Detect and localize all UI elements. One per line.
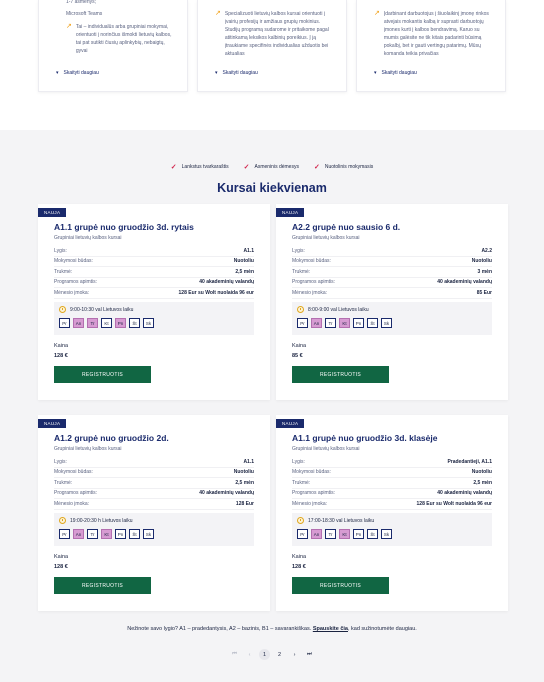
info-row-duration: Trukmė: 2,5 mėn [54, 267, 254, 278]
feature-list [0, 163, 544, 171]
course-subtitle: Grupiniai lietuvių kalbos kursai [54, 446, 122, 452]
info-row-mode: Mokymosi būdas: Nuotoliu [292, 468, 492, 479]
course-info [292, 457, 492, 510]
info-row-mode: Mokymosi būdas: Nuotoliu [54, 468, 254, 479]
monthly-value: 85 Eur [476, 289, 492, 296]
schedule-box [54, 302, 254, 335]
service-card-description: Tai – individualūs arba grupiniai mokymai, orientuoti į norinčius išmokti lietuvių kalbos, tai pat sutikti čiusių aplinkybių, nebaigtų, gyvai [75, 24, 172, 54]
weekday-list [59, 318, 249, 328]
service-card-line: 1-7 asmenys; [66, 0, 97, 5]
mode-value: Nuotoliu [233, 258, 254, 265]
chevron-down-icon: ▾ [56, 70, 59, 76]
read-more-link[interactable]: ▾ Skaityti daugiau [215, 70, 258, 76]
read-more-link[interactable]: ▾ Skaityti daugiau [56, 70, 99, 76]
day-chip: Kt [339, 318, 350, 328]
info-row-monthly: Mėnesio įmoka: 128 Eur [54, 499, 254, 510]
info-row-level: Lygis: A1.1 [54, 457, 254, 468]
mode-value: Nuotoliu [471, 258, 492, 265]
scope-value: 40 akademinių valandų [437, 279, 492, 286]
info-row-mode: Mokymosi būdas: Nuotoliu [292, 257, 492, 268]
day-chip: Sk [143, 318, 154, 328]
service-card-description: Įdarbinant darbuotojus į šiuolaikinį įmonę rinkos atvejais mokantis kalbą ir suprasti darbuotojų įmones kurti į kalbos bendravimą. Karuo su mumis galėsite ne tik kitais padarinti būsimą pokalbį, bet ir gauti vertingų patarimų. Mūsų komanda teikia privačias [383, 11, 489, 57]
day-chip: Tr [325, 318, 336, 328]
course-subtitle: Grupiniai lietuvių kalbos kursai [292, 446, 360, 452]
register-button[interactable]: REGISTRUOTIS [292, 577, 389, 594]
arrow-icon: ↗ [215, 10, 221, 17]
level-value: A2.2 [481, 247, 492, 254]
schedule-box [54, 513, 254, 546]
info-row-duration: Trukmė: 2,5 mėn [292, 478, 492, 489]
day-chip: Pn [115, 318, 126, 328]
day-chip: Sk [381, 529, 392, 539]
arrow-icon: ↗ [374, 10, 380, 17]
course-subtitle: Grupiniai lietuvių kalbos kursai [292, 235, 360, 241]
prev-page-button[interactable]: ‹ [248, 651, 251, 658]
day-chip: Tr [325, 529, 336, 539]
read-more-link[interactable]: ▾ Skaityti daugiau [374, 70, 417, 76]
course-title: A1.1 grupė nuo gruodžio 3d. klasėje [292, 433, 438, 443]
clock-icon [59, 517, 66, 524]
last-page-button[interactable]: ⏭ [307, 651, 312, 657]
register-button[interactable]: REGISTRUOTIS [54, 577, 151, 594]
feature-item: ✓ Asmeninis dėmesys [243, 164, 299, 171]
mode-value: Nuotoliu [471, 469, 492, 476]
chevron-down-icon: ▾ [215, 70, 218, 76]
day-chip: Pn [353, 318, 364, 328]
new-badge: NAUJA [38, 208, 66, 217]
price-label: Kaina [54, 554, 69, 560]
day-chip: An [311, 318, 322, 328]
schedule-time: 8:00-9:00 val Lietuvos laiku [297, 306, 487, 313]
clock-icon [297, 517, 304, 524]
price-value: 85 € [292, 353, 303, 359]
day-chip: Št [129, 318, 140, 328]
price-label: Kaina [54, 343, 69, 349]
day-chip: Pr [297, 529, 308, 539]
section-title: Kursai kiekvienam [217, 181, 327, 195]
schedule-box [292, 302, 492, 335]
check-icon: ✓ [313, 164, 320, 171]
day-chip: Pr [297, 318, 308, 328]
duration-value: 3 mėn [477, 268, 492, 275]
day-chip: Št [367, 529, 378, 539]
day-chip: Kt [101, 318, 112, 328]
clock-icon [59, 306, 66, 313]
info-row-scope: Programos apimtis: 40 akademinių valandų [54, 278, 254, 289]
level-value: A1.1 [243, 247, 254, 254]
price-value: 128 € [292, 564, 306, 570]
service-card-bullet [208, 10, 336, 58]
day-chip: Št [129, 529, 140, 539]
register-button[interactable]: REGISTRUOTIS [292, 366, 389, 383]
mode-value: Nuotoliu [233, 469, 254, 476]
day-chip: Pr [59, 318, 70, 328]
course-title: A1.1 grupė nuo gruodžio 3d. rytais [54, 222, 194, 232]
feature-item: ✓ Lankstus tvarkaraštis [170, 164, 229, 171]
day-chip: Tr [87, 529, 98, 539]
price-label: Kaina [292, 343, 307, 349]
day-chip: Pr [59, 529, 70, 539]
new-badge: NAUJA [38, 419, 66, 428]
day-chip: Pn [353, 529, 364, 539]
duration-value: 2,5 mėn [235, 268, 254, 275]
pagination [0, 649, 544, 660]
service-card-description: Specializuoti lietuvių kalbos kursai orientuoti į įvairių profesijų ir amžiaus grupių mokinius. Studijų programą sudarome ir pritaikome pagal atitinkamą leksikos kalbinių poreikius. Į ją įtraukiame specifinės individualias užduotis bei aktualias [224, 11, 329, 57]
weekday-list [297, 318, 487, 328]
day-chip: Št [367, 318, 378, 328]
day-chip: Sk [143, 529, 154, 539]
top-section [0, 0, 544, 130]
monthly-value: 128 Eur [235, 500, 254, 507]
course-card [38, 204, 270, 400]
schedule-time: 17:00-18:30 val Lietuvos laiku [297, 517, 487, 524]
scope-value: 40 akademinių valandų [199, 279, 254, 286]
info-row-duration: Trukmė: 2,5 mėn [54, 478, 254, 489]
info-row-monthly: Mėnesio įmoka: 128 Eur su Wolt nuolaida 96 eur [292, 499, 492, 510]
next-page-button[interactable]: › [293, 651, 296, 658]
info-row-monthly: Mėnesio įmoka: 85 Eur [292, 288, 492, 299]
info-row-level: Lygis: Pradedantieji, A1.1 [292, 457, 492, 468]
clock-icon [297, 306, 304, 313]
day-chip: Tr [87, 318, 98, 328]
day-chip: An [311, 529, 322, 539]
feature-item: ✓ Nuotolinis mokymasis [313, 164, 374, 171]
page-button-1[interactable]: 1 [259, 649, 270, 660]
course-subtitle: Grupiniai lietuvių kalbos kursai [54, 235, 122, 241]
info-row-scope: Programos apimtis: 40 akademinių valandų [54, 489, 254, 500]
day-chip: Kt [101, 529, 112, 539]
day-chip: Kt [339, 529, 350, 539]
day-chip: An [73, 318, 84, 328]
weekday-list [59, 529, 249, 539]
day-chip: An [73, 529, 84, 539]
day-chip: Pn [115, 529, 126, 539]
info-row-monthly: Mėnesio įmoka: 128 Eur su Wolt nuolaida 96 eur [54, 288, 254, 299]
level-value: A1.1 [243, 458, 254, 465]
duration-value: 2,5 mėn [235, 479, 254, 486]
new-badge: NAUJA [276, 419, 304, 428]
scope-value: 40 akademinių valandų [437, 490, 492, 497]
schedule-time: 19:00-20:30 h Lietuvos laiku [59, 517, 249, 524]
service-card-bullet [367, 10, 495, 58]
schedule-box [292, 513, 492, 546]
course-card [38, 415, 270, 611]
course-info [54, 457, 254, 510]
info-row-duration: Trukmė: 3 mėn [292, 267, 492, 278]
price-value: 128 € [54, 564, 68, 570]
monthly-value: 128 Eur su Wolt nuolaida 96 eur [416, 500, 492, 507]
course-info [292, 246, 492, 299]
service-card-meta [49, 0, 177, 18]
course-info [54, 246, 254, 299]
new-badge: NAUJA [276, 208, 304, 217]
service-card [356, 0, 506, 92]
scope-value: 40 akademinių valandų [199, 490, 254, 497]
price-label: Kaina [292, 554, 307, 560]
level-value: Pradedantieji, A1.1 [447, 458, 492, 465]
course-card [276, 204, 508, 400]
service-card [38, 0, 188, 92]
info-row-scope: Programos apimtis: 40 akademinių valandų [292, 489, 492, 500]
check-icon: ✓ [170, 164, 177, 171]
info-row-level: Lygis: A1.1 [54, 246, 254, 257]
monthly-value: 128 Eur su Wolt nuolaida 96 eur [178, 289, 254, 296]
course-card [276, 415, 508, 611]
schedule-time: 9:00-10:30 val Lietuvos laiku [59, 306, 249, 313]
level-info-link[interactable]: Spauskite čia [312, 626, 348, 632]
course-title: A1.2 grupė nuo gruodžio 2d. [54, 433, 169, 443]
weekday-list [297, 529, 487, 539]
service-card-bullet [49, 23, 177, 54]
service-card-line: Microsoft Teams [66, 11, 103, 17]
register-button[interactable]: REGISTRUOTIS [54, 366, 151, 383]
check-icon: ✓ [243, 164, 250, 171]
info-row-level: Lygis: A2.2 [292, 246, 492, 257]
price-value: 128 € [54, 353, 68, 359]
service-card [197, 0, 347, 92]
day-chip: Sk [381, 318, 392, 328]
level-help-text: Nežinote savo lygio? A1 – pradedantysis, A2 – bazinis, B1 – savarankiškas. Spauskite čia, kad sužinotumėte daugiau. [127, 626, 417, 632]
chevron-down-icon: ▾ [374, 70, 377, 76]
info-row-mode: Mokymosi būdas: Nuotoliu [54, 257, 254, 268]
first-page-button[interactable]: ⏮ [232, 651, 237, 657]
page-button-2[interactable]: 2 [277, 651, 282, 658]
duration-value: 2,5 mėn [473, 479, 492, 486]
info-row-scope: Programos apimtis: 40 akademinių valandų [292, 278, 492, 289]
arrow-icon: ↗ [66, 23, 72, 30]
course-title: A2.2 grupė nuo sausio 6 d. [292, 222, 401, 232]
